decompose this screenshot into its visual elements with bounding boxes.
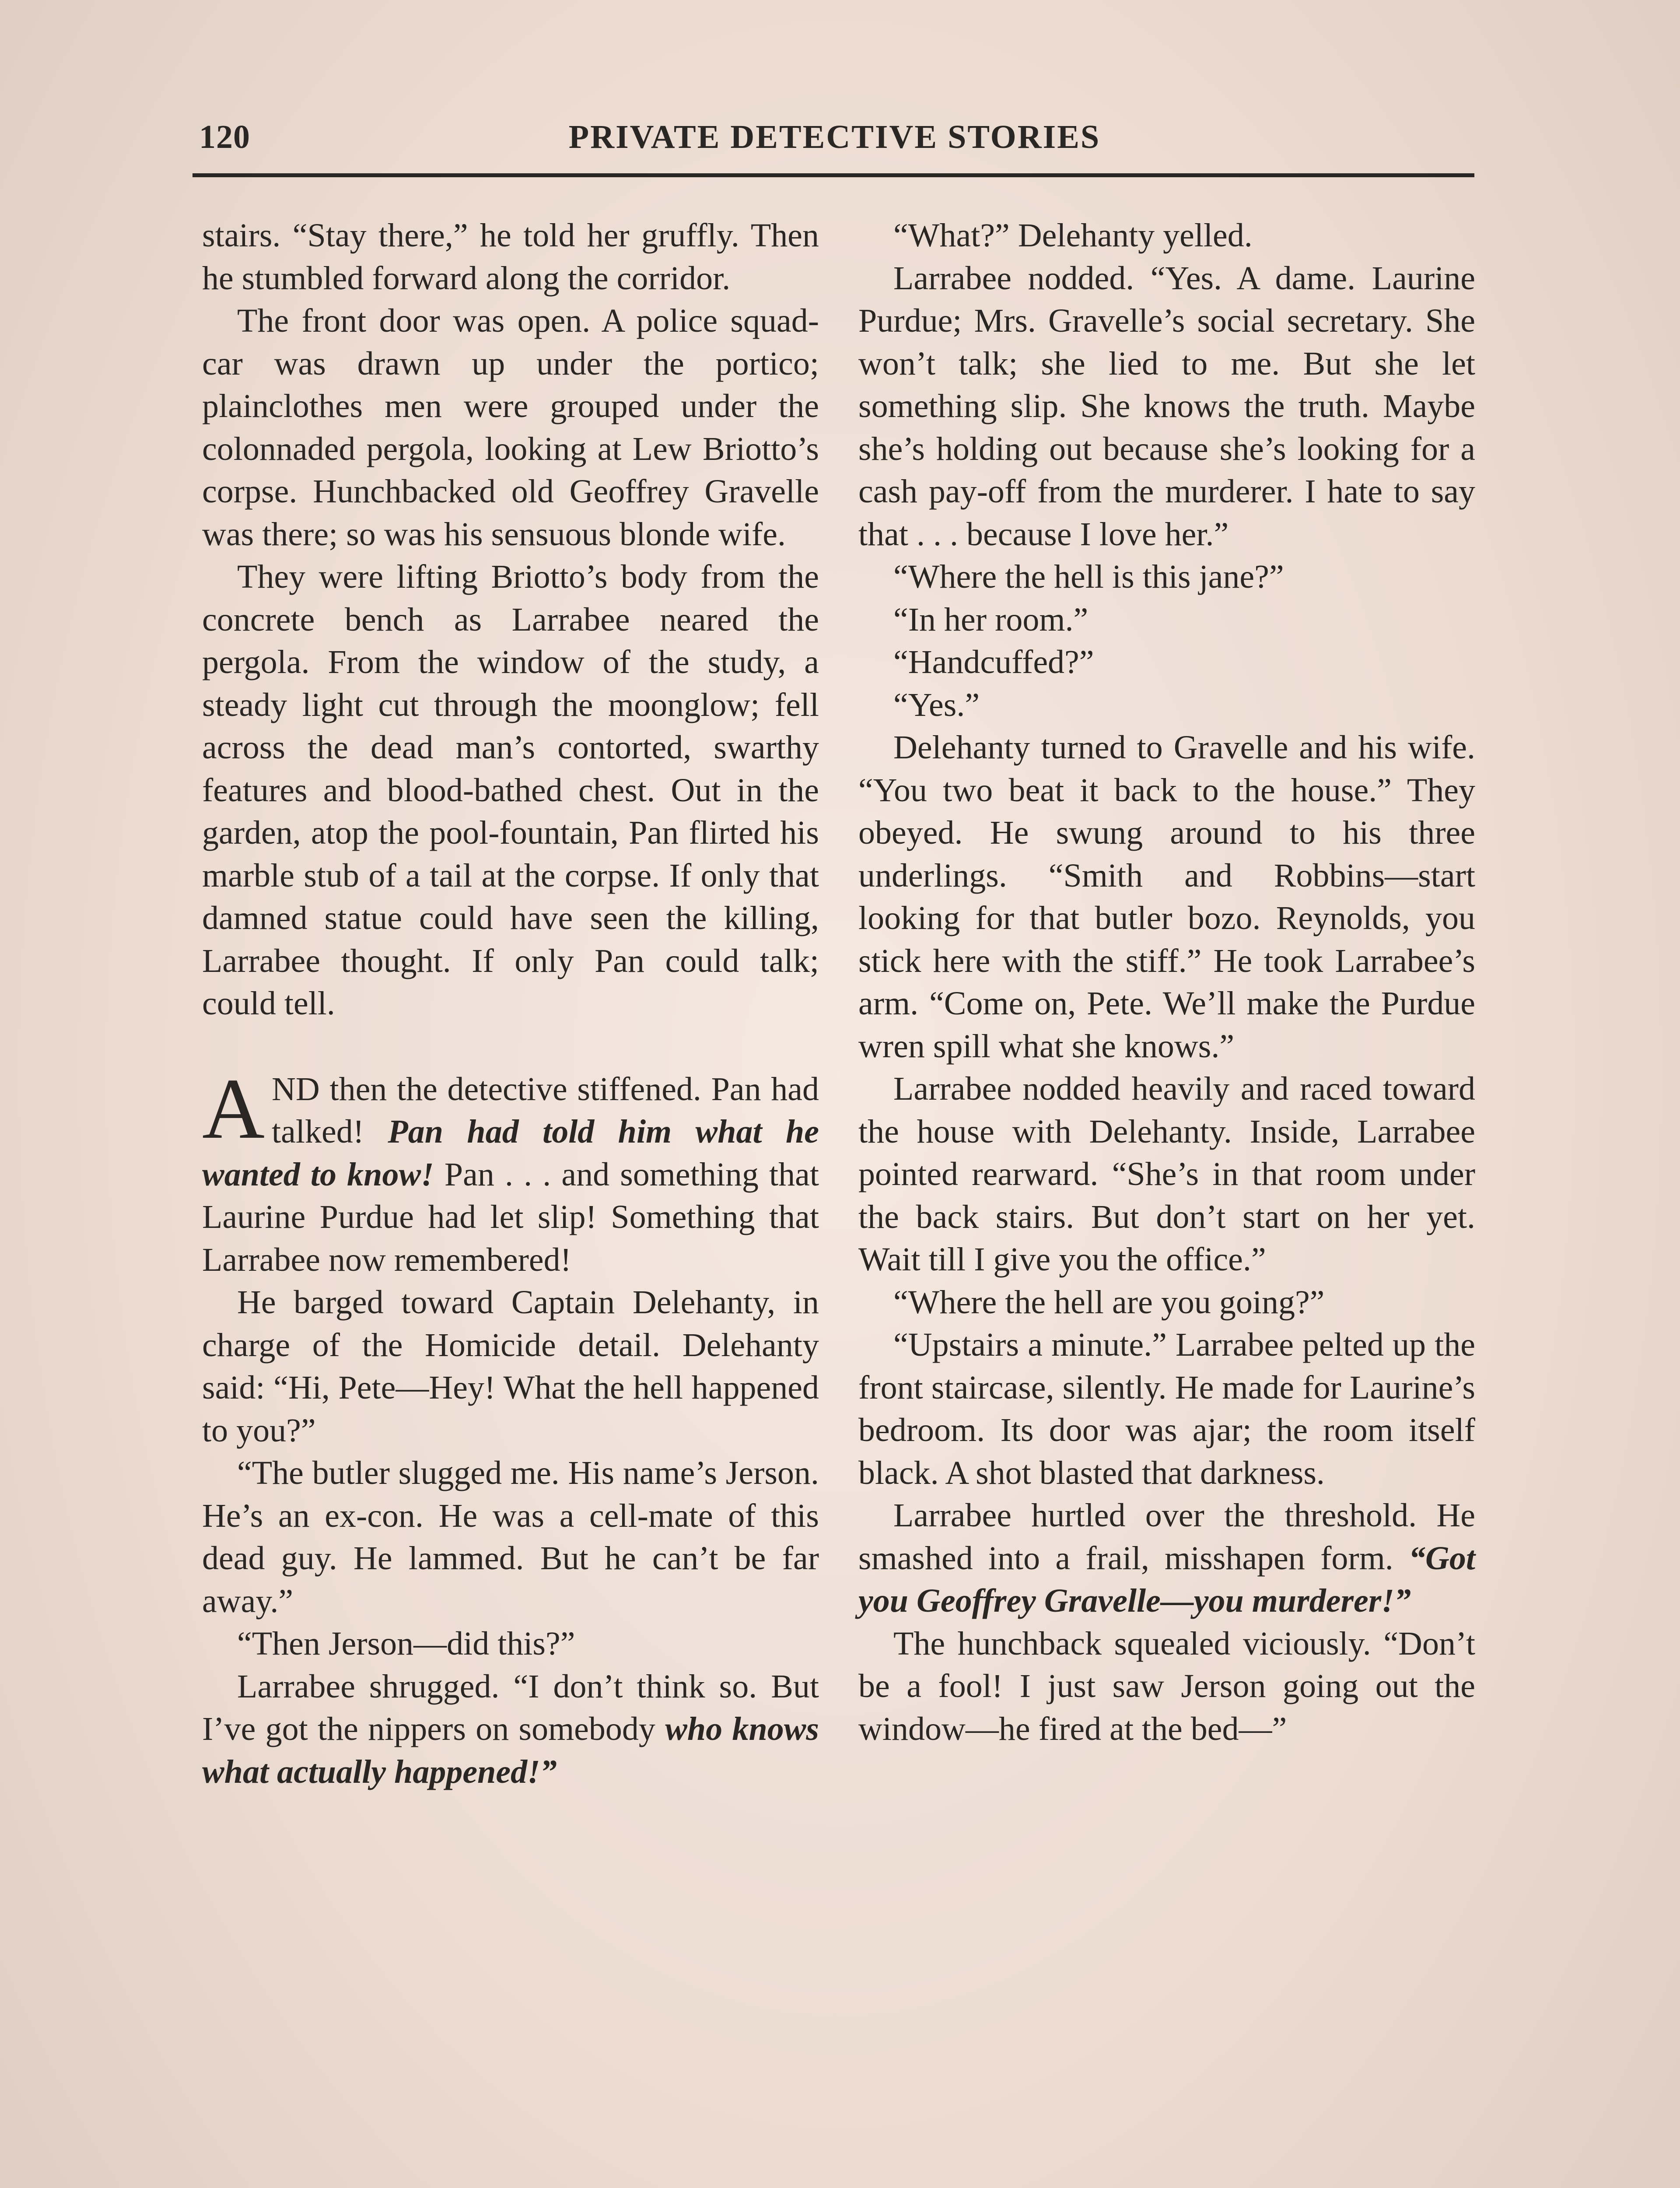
paragraph: “In her room.” (893, 601, 1088, 638)
paragraph: “Where the hell is this jane?” (893, 558, 1284, 595)
running-title: PRIVATE DETECTIVE STORIES (568, 119, 1101, 155)
right-column (858, 214, 1475, 1750)
paragraph: “Yes.” (893, 686, 980, 723)
paragraph: “Where the hell are you going?” (893, 1283, 1325, 1321)
running-header (199, 118, 1470, 166)
small-caps-lead: ND (272, 1070, 320, 1108)
paragraph: They were lifting Briotto’s body from the concrete bench as Larrabee neared the pergola. From the window of the study, a steady light cut through the moonglow; fell across the dead man’s contorted, swarthy features and blood-bathed chest. Out in the garden, atop the pool-fountain, Pan flirted his marble stub of a tail at the corpse. If only that damned statue could have seen the killing, Larrabee thought. If only Pan could talk; could tell. (202, 558, 819, 1022)
paragraph: “Upstairs a minute.” Larrabee pelted up the front staircase, silently. He made for Laurine’s bedroom. Its door was ajar; the room itself black. A shot blasted that darkness. (858, 1326, 1475, 1491)
paragraph: He barged toward Captain Delehanty, in charge of the Homicide detail. Delehanty said: “Hi, Pete—Hey! What the hell happened to you?” (202, 1284, 819, 1449)
paragraph: “What?” Delehanty yelled. (893, 217, 1253, 254)
paragraph: The front door was open. A police squad-car was drawn up under the portico; plainclothes men were grouped under the colonnaded pergola, looking at Lew Briotto’s corpse. Hunchbacked old Geoffrey Gravelle was there; so was his sensuous blonde wife. (202, 302, 819, 553)
header-rule (192, 173, 1474, 177)
paragraph: Larrabee nodded heavily and raced toward the house with Delehanty. Inside, Larrabee pointed rearward. “She’s in that room under the back stairs. But don’t start on her yet. Wait till I give you the office.” (858, 1070, 1475, 1278)
page-number: 120 (199, 119, 250, 155)
left-column (202, 214, 819, 1793)
italic-text: Pan had told him what he wanted to know! (202, 1113, 819, 1193)
paragraph (858, 1494, 1475, 1623)
paragraph: The hunchback squealed viciously. “Don’t be a fool! I just saw Jerson going out the window—he fired at the bed—” (858, 1625, 1475, 1747)
paragraph: Delehanty turned to Gravelle and his wife. “You two beat it back to the house.” They obeyed. He swung around to his three underlings. “Smith and Robbins—start looking for that butler bozo. Reynolds, you stick here with the stiff.” He took Larrabee’s arm. “Come on, Pete. We’ll make the Purdue wren spill what she knows.” (858, 729, 1475, 1065)
paragraph: Larrabee nodded. “Yes. A dame. Laurine Purdue; Mrs. Gravelle’s social secretary. She won’t talk; she lied to me. But she let something slip. She knows the truth. Maybe she’s holding out because she’s looking for a cash pay-off from the murderer. I hate to say that . . . because I love her.” (858, 259, 1475, 553)
section-opening-paragraph (202, 1060, 819, 1282)
paragraph-text: Larrabee hurtled over the threshold. He smashed into a frail, misshapen form. (858, 1497, 1475, 1577)
italic-text: who knows what actually happened!” (202, 1711, 819, 1790)
paragraph-text: Larrabee shrugged. “I don’t think so. But I’ve got the nippers on somebody (202, 1668, 819, 1747)
italic-text: “Got you Geoffrey Gravelle—you murderer!” (858, 1539, 1475, 1619)
paragraph (202, 1666, 819, 1794)
paragraph: “Handcuffed?” (893, 644, 1094, 680)
paragraph: “Then Jerson—did this?” (237, 1625, 575, 1662)
paragraph: stairs. “Stay there,” he told her gruffly. Then he stumbled forward along the corridor. (202, 217, 819, 297)
paragraph-text: then the detective stiffened. Pan had talked! (272, 1070, 819, 1150)
paragraph-text: Pan . . . and something that Laurine Purdue had let slip! Something that Larrabee now remembered! (202, 1156, 819, 1278)
drop-cap: A (202, 1060, 265, 1157)
paragraph: “The butler slugged me. His name’s Jerson. He’s an ex-con. He was a cell-mate of this dead guy. He lammed. But he can’t be far away.” (202, 1455, 819, 1620)
